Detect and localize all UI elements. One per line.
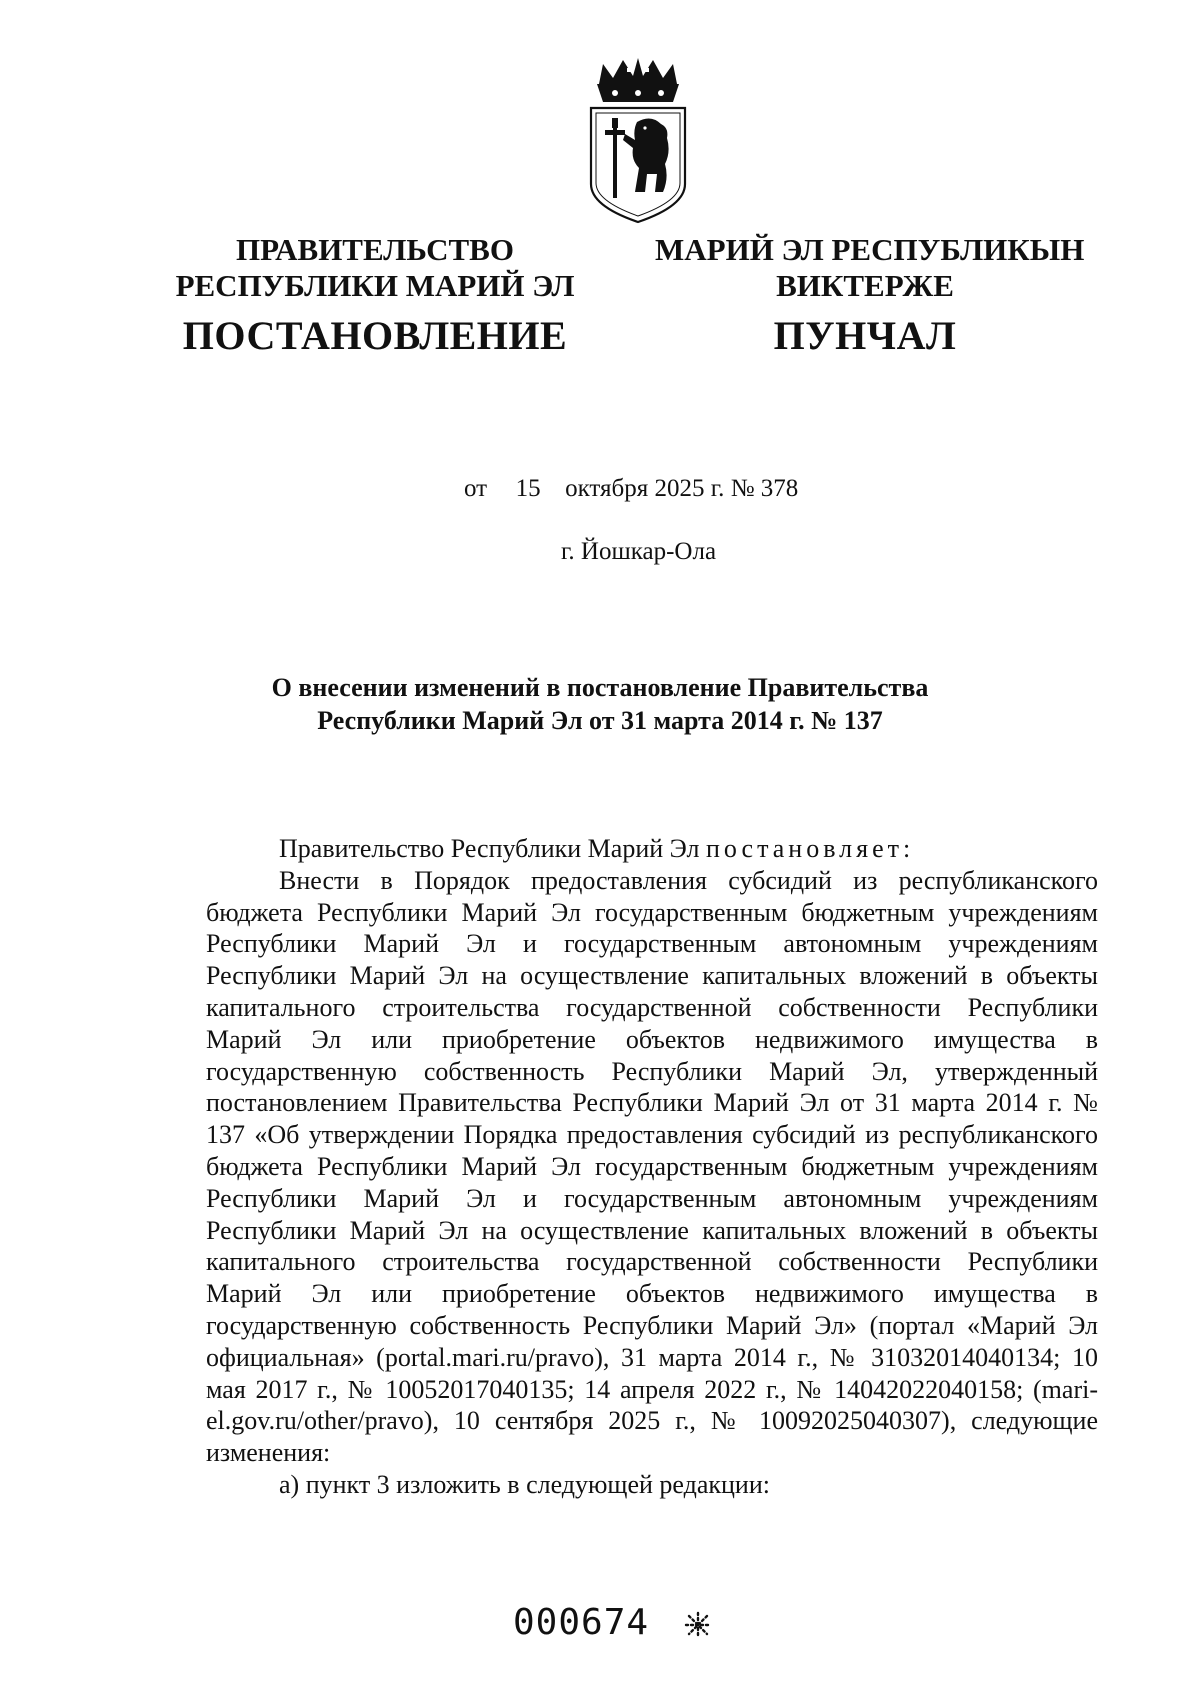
- authority-line1-mari: МАРИЙ ЭЛ РЕСПУБЛИКЫН: [655, 232, 1085, 267]
- document-number: № 378: [730, 475, 799, 502]
- doc-type-mari: ПУНЧАЛ: [773, 313, 957, 358]
- asterisk-mark-icon: [684, 1611, 712, 1639]
- serial-number: 000674: [513, 1602, 650, 1643]
- coat-of-arms-icon: [585, 56, 691, 224]
- doc-type-ru: ПОСТАНОВЛЕНИЕ: [182, 313, 568, 358]
- authority-line1: ПРАВИТЕЛЬСТВО: [236, 232, 514, 267]
- intro-paragraph: [206, 833, 1098, 865]
- authority-name-ru: [160, 232, 590, 304]
- date-month-year: октября 2025 г.: [565, 475, 725, 502]
- item-a-paragraph: а) пункт 3 изложить в следующей редакции:: [279, 1469, 770, 1499]
- main-paragraph: Внести в Порядок предоставления субсидий из республиканского бюджета Республики Марий Эл государственным бюджетным учреждениям Республики Марий Эл и государственным автономным учреждениям Республики Марий Эл на осуществление капитальных вложений в объекты капитального строительства государственной собственности Республики Марий Эл или приобретение объектов недвижимого имущества в государственную собственность Республики Марий Эл, утвержденный постановлением Правительства Республики Марий Эл от 31 марта 2014 г. № 137 «Об утверждении Порядка предоставления субсидий из республиканского бюджета Республики Марий Эл государственным бюджетным учреждениям Республики Марий Эл и государственным автономным учреждениям Республики Марий Эл на осуществление капитальных вложений в объекты капитального строительства государственной собственности Республики Марий Эл или приобретение объектов недвижимого имущества в государственную собственность Республики Марий Эл» (портал «Марий Эл официальная» (portal.mari.ru/pravo), 31 марта 2014 г., № 31032014040134; 10 мая 2017 г., № 10052017040135; 14 апреля 2022 г., № 14042022040158; (mari-el.gov.ru/other/pravo), 10 сентября 2025 г., № 10092025040307), следующие изменения:: [206, 865, 1098, 1468]
- document-title: [120, 671, 1080, 737]
- date-day: 15: [515, 475, 541, 502]
- title-line1: О внесении изменений в постановление Правительства: [271, 673, 929, 702]
- document-body: [206, 833, 1098, 1501]
- intro-text: Правительство Республики Марий Эл: [279, 834, 706, 863]
- authority-line2-mari: ВИКТЕРЖЕ: [776, 268, 954, 303]
- document-city: г. Йошкар-Ола: [561, 538, 717, 565]
- title-line2: Республики Марий Эл от 31 марта 2014 г. № 137: [317, 706, 883, 735]
- date-prefix: от: [464, 475, 488, 502]
- document-date-line: [464, 475, 798, 503]
- authority-line2: РЕСПУБЛИКИ МАРИЙ ЭЛ: [175, 268, 575, 303]
- authority-name-mari: [655, 232, 1085, 304]
- intro-spaced-verb: постановляет:: [705, 834, 915, 863]
